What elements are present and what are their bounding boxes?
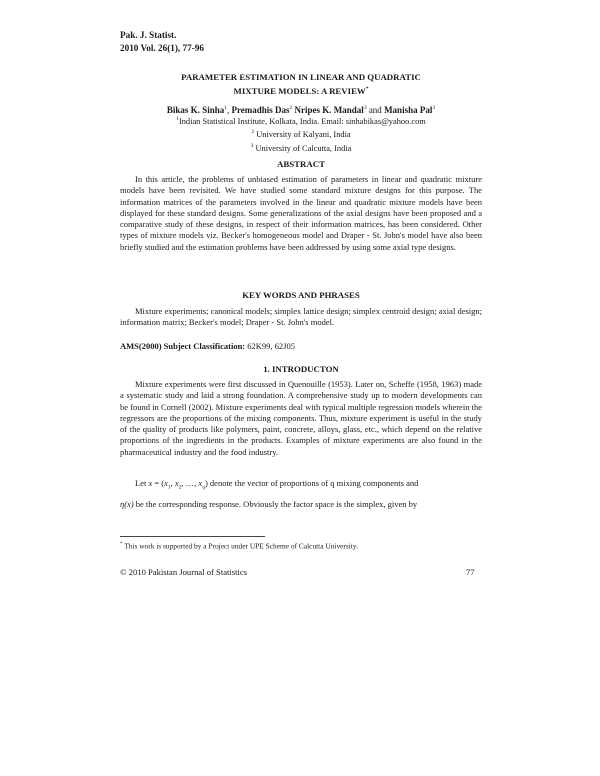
- affiliation-line: $^3$ University of Calcutta, India: [250, 142, 352, 153]
- author-name: Bikas K. Sinha: [166, 105, 225, 115]
- title-line-2: MIXTURE MODELS: A REVIEW*: [233, 85, 369, 96]
- paper-title: [120, 72, 482, 97]
- affiliations: [120, 114, 482, 154]
- journal-header: [120, 29, 204, 54]
- abstract-heading: ABSTRACT: [277, 159, 325, 169]
- intro-heading: 1. INTRODUCTON: [263, 364, 339, 374]
- copyright-footer: © 2010 Pakistan Journal of Statistics: [120, 567, 248, 577]
- footnote: * This work is supported by a Project under UPE Scheme of Calcutta University.: [120, 541, 358, 551]
- page-number: 77: [466, 567, 475, 577]
- affiliation-line: $^2$ University of Kalyani, India: [251, 129, 351, 140]
- intro-let-line: Let $x = (x_1$, $x_2$, …, $x_q$) denote the vector of proportions of q mixing components and: [135, 478, 419, 491]
- abstract-text: In this article, the problems of unbiased estimation of parameters in linear and quadratic mixture models have been revisited. We have studied some standard mixture designs for this purpose. The information matrices of the parameters involved in the linear and quadratic mixture models have been displayed for these standard designs. Some generalizations of the axial designs have been proposed and a comparative study of these designs, in respect of their information matrices, has been considered. Other types of mixture models viz. Becker's homogeneous model and Draper - St. John's model have also been briefly studied and the estimation problems have been addressed by using some axial type designs.: [120, 174, 482, 252]
- author-name: Manisha Pal: [384, 105, 433, 115]
- subject-classification: AMS(2000) Subject Classification: 62K99, 62J05: [120, 341, 295, 351]
- author-affil-ref: 3: [432, 105, 436, 111]
- journal-name: Pak. J. Statist.: [120, 30, 177, 40]
- journal-volume: 2010 Vol. 26(1), 77-96: [120, 42, 204, 53]
- author-affil-ref: 2: [289, 105, 293, 111]
- intro-paragraph: Mixture experiments were first discussed in Quenouille (1953). Later on, Scheffe (1958, 1963) made a systematic study and laid a strong foundation. A comprehensive study up to modern developments can be found in Cornell (2002). Mixture experiments deal with typical multiple regression models wherein the regressors are the proportions of the mixing components. Thus, mixture experiment is useful in the study of the quality of products like polymers, paint, concrete, alloys, glass, etc., which depend on the relative proportions of the ingredients in the products. Examples of mixture experiments are also found in the pharmaceutical industry and the food industry.: [120, 379, 482, 457]
- author-name: Nripes K. Mandal: [294, 105, 364, 115]
- author-separator: ,: [226, 105, 232, 115]
- keywords-text: Mixture experiments; canonical models; simplex lattice design; simplex centroid design; axial design; information matrix; Becker's model; Draper - St. John's model.: [120, 306, 482, 328]
- keywords-heading: KEY WORDS AND PHRASES: [242, 290, 360, 300]
- author-separator: and: [366, 105, 385, 115]
- author-affil-ref: 3: [363, 105, 367, 111]
- title-line-1: PARAMETER ESTIMATION IN LINEAR AND QUADRATIC: [181, 72, 421, 82]
- title-footnote-mark: *: [365, 85, 369, 92]
- footnote-rule: [120, 536, 265, 537]
- intro-response-line: η(x) be the corresponding response. Obviously the factor space is the simplex, given by: [120, 499, 418, 509]
- affiliation-line: $^1$Indian Statistical Institute, Kolkata, India. Email: sinhabikas@yahoo.com: [176, 116, 426, 126]
- author-name: Premadhis Das: [231, 105, 290, 115]
- author-affil-ref: 1: [224, 105, 227, 111]
